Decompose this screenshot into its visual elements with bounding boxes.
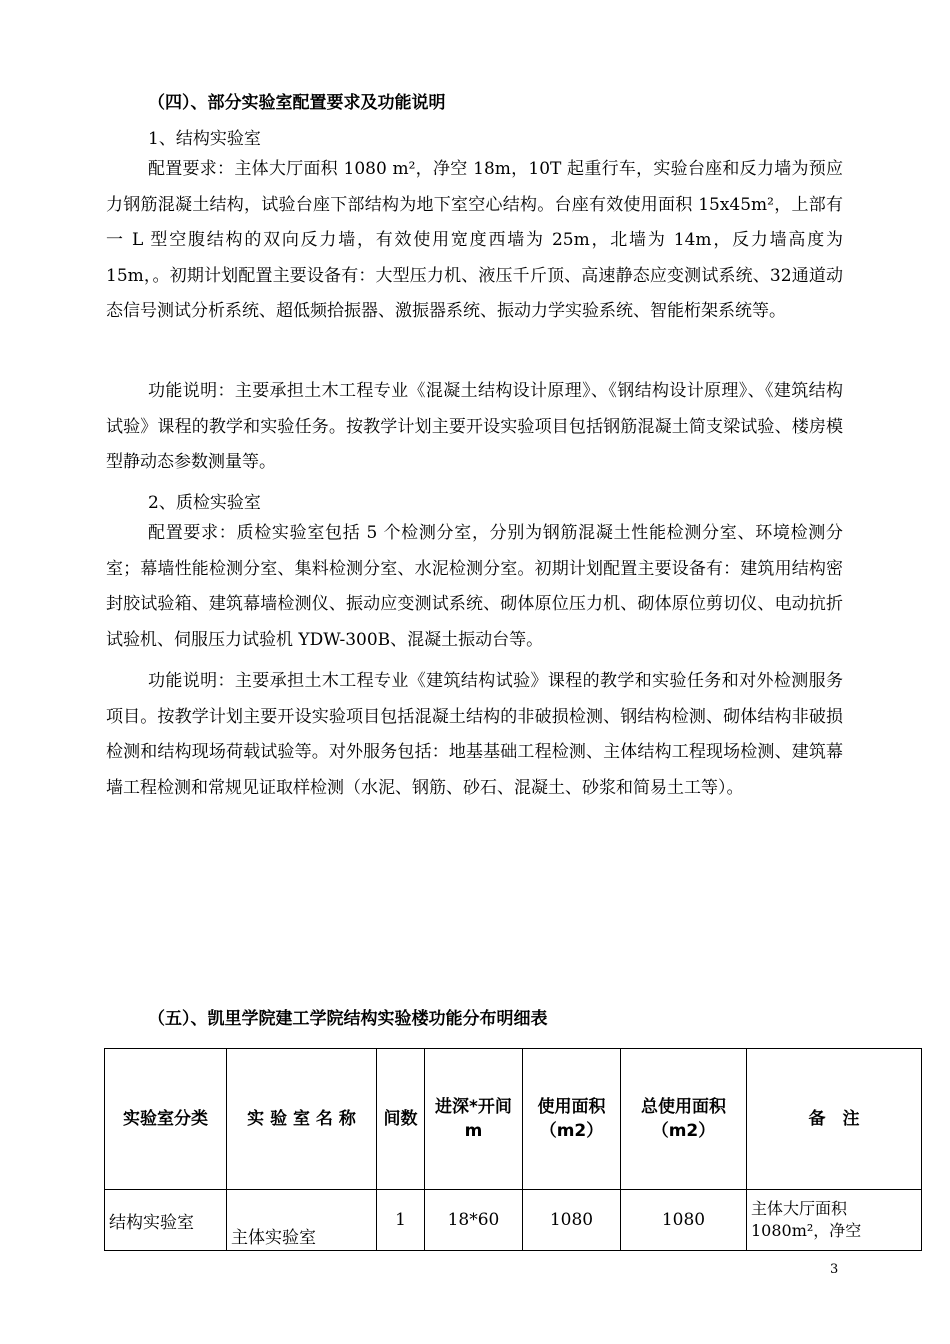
page-number: 3 <box>830 1262 839 1277</box>
cell-total-area: 1080 <box>621 1190 747 1251</box>
lab2-config-paragraph: 配置要求：质检实验室包括 5 个检测分室，分别为钢筋混凝土性能检测分室、环境检测分室；幕墙性能检测分室、集料检测分室、水泥检测分室。初期计划配置主要设备有：建筑用结构密封胶试验箱、建筑幕墙检测仪、振动应变测试系统、砌体原位压力机、砌体原位剪切仪、电动抗折试验机、伺服压力试验机 YDW-300B、混凝土振动台等。 <box>106 523 843 650</box>
header-lab-name: 实 验 室 名 称 <box>227 1049 377 1190</box>
header-dimensions: 进深*开间 m <box>425 1049 523 1190</box>
cell-lab-name: 主体实验室 <box>227 1190 377 1251</box>
table-row <box>105 1190 922 1251</box>
header-room-count: 间数 <box>377 1049 425 1190</box>
lab1-title: 1、结构实验室 <box>148 129 261 149</box>
lab2-title: 2、质检实验室 <box>148 493 261 513</box>
header-total-area: 总使用面积（m2） <box>621 1049 747 1190</box>
cell-area: 1080 <box>523 1190 621 1251</box>
cell-category: 结构实验室 <box>105 1190 227 1251</box>
function-distribution-table <box>104 1048 922 1251</box>
header-category: 实验室分类 <box>105 1049 227 1190</box>
cell-note: 主体大厅面积 1080m²，净空 <box>747 1190 922 1251</box>
lab1-config-paragraph: 配置要求：主体大厅面积 1080 m²，净空 18m，10T 起重行车，实验台座和反力墙为预应力钢筋混凝土结构，试验台座下部结构为地下室空心结构。台座有效使用面积 15x45m²，上部有一 L 型空腹结构的双向反力墙，有效使用宽度西墙为 25m，北墙为 14m，反力墙高度为 15m，。初期计划配置主要设备有：大型压力机、液压千斤顶、高速静态应变测试系统、32通道动态信号测试分析系统、超低频拾振器、激振器系统、振动力学实验系统、智能桁架系统等。 <box>106 159 843 321</box>
table-header-row <box>105 1049 922 1190</box>
cell-room-count: 1 <box>377 1190 425 1251</box>
header-note: 备 注 <box>747 1049 922 1190</box>
lab1-function-paragraph: 功能说明：主要承担土木工程专业《混凝土结构设计原理》、《钢结构设计原理》、《建筑结构试验》课程的教学和实验任务。按教学计划主要开设实验项目包括钢筋混凝土简支梁试验、楼房模型静动态参数测量等。 <box>106 381 843 472</box>
header-area: 使用面积（m2） <box>523 1049 621 1190</box>
section4-heading: （四）、部分实验室配置要求及功能说明 <box>148 93 446 113</box>
section5-heading: （五）、凯里学院建工学院结构实验楼功能分布明细表 <box>148 1009 548 1029</box>
lab2-function-paragraph: 功能说明：主要承担土木工程专业《建筑结构试验》课程的教学和实验任务和对外检测服务项目。按教学计划主要开设实验项目包括混凝土结构的非破损检测、钢结构检测、砌体结构非破损检测和结构现场荷载试验等。对外服务包括：地基基础工程检测、主体结构工程现场检测、建筑幕墙工程检测和常规见证取样检测（水泥、钢筋、砂石、混凝土、砂浆和简易土工等）。 <box>106 671 843 798</box>
cell-dimensions: 18*60 <box>425 1190 523 1251</box>
